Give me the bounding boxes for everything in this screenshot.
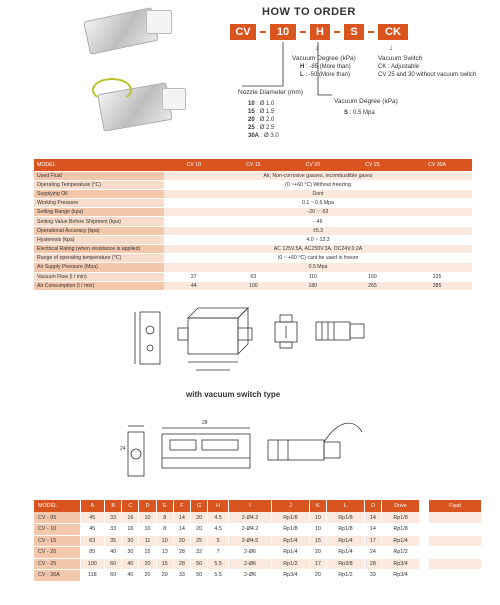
- dim-row: [34, 512, 420, 524]
- dim-cell: 16: [122, 512, 139, 524]
- spec-value: - 46: [164, 217, 472, 226]
- price-cell: [429, 524, 481, 536]
- dim-cell: Rp1/8: [272, 524, 310, 536]
- dim-cell: Rp1/4: [327, 535, 365, 547]
- dim-header: K: [309, 500, 326, 512]
- dim-cell: CV - 30A: [34, 570, 80, 582]
- arrow-down-icon: ↓: [389, 43, 393, 52]
- dim-cell: CV - 20: [34, 547, 80, 559]
- dim-cell: Rp3/8: [327, 558, 365, 570]
- spec-value: (0 ~+60 °C) Without freezing: [164, 180, 472, 189]
- dim-header: F: [173, 500, 190, 512]
- dim-cell: 45: [80, 512, 105, 524]
- flow-cv10: 27: [164, 272, 224, 281]
- price-cell: [429, 512, 481, 524]
- vacuum-switch-type-title: with vacuum switch type: [186, 390, 281, 399]
- dim-cell: 2-Ø4.2: [229, 524, 272, 536]
- dim-row: [34, 524, 420, 536]
- dim-cell: 11: [139, 535, 156, 547]
- dim-cell: Rp1/4: [272, 547, 310, 559]
- dim-cell: 20: [309, 547, 326, 559]
- vacuum-degree-mpa-heading: Vacuum Degree (kPa): [334, 98, 398, 105]
- spec-row: [34, 171, 472, 180]
- dim-cell: 8: [156, 524, 173, 536]
- order-code-dash: [368, 31, 374, 33]
- dim-row: [34, 570, 420, 582]
- dim-cell: 50: [191, 570, 208, 582]
- product-photo-switch-port: [162, 88, 186, 110]
- flow-cv30a: 225: [402, 272, 472, 281]
- dim-cell: Rp3/4: [272, 570, 310, 582]
- supply-s-value: : 0.5 Mpa: [349, 110, 375, 116]
- nozzle-value: : Ø 1.0: [256, 101, 275, 107]
- flow-cv25: 160: [343, 272, 403, 281]
- spec-row: [34, 199, 472, 208]
- dim-cell: 14: [364, 512, 381, 524]
- spec-value: -20 ~ -53: [164, 208, 472, 217]
- dim-cell: 33: [364, 570, 381, 582]
- dim-cell: 4.5: [208, 512, 229, 524]
- dim-cell: 14: [364, 524, 381, 536]
- vacuum-switch-block: [378, 55, 488, 79]
- supply-s-key: S: [344, 110, 349, 116]
- dim-cell: 33: [173, 570, 190, 582]
- vacuum-h-key: H: [300, 64, 305, 70]
- dim-row: [34, 547, 420, 559]
- flow-cv20: 110: [283, 272, 343, 281]
- dim-cell: 85: [80, 547, 105, 559]
- dim-cell: 15: [139, 547, 156, 559]
- spec-header-cv15: CV 15: [224, 159, 284, 171]
- dim-cell: CV - 15: [34, 535, 80, 547]
- dim-header-row: [34, 500, 420, 512]
- dim-cell: 35: [105, 535, 122, 547]
- order-code-vacuum-degree: H: [310, 24, 330, 40]
- dim-cell: 33: [105, 512, 122, 524]
- spec-row: [34, 245, 472, 254]
- spec-label: Setting Value Before Shipment (kpa): [34, 217, 164, 226]
- dim-cell: 20: [139, 558, 156, 570]
- spec-label: Setting Range (kpa): [34, 208, 164, 217]
- dim-cell: 20: [309, 570, 326, 582]
- dim-cell: 15: [156, 558, 173, 570]
- spec-value: 4.0 ~ 13.3: [164, 235, 472, 244]
- spec-header-cv25: CV 25: [343, 159, 403, 171]
- dim-cell: 2-Ø6: [229, 570, 272, 582]
- dim-cell: 20: [173, 535, 190, 547]
- specification-table: [34, 159, 472, 291]
- dim-cell: 2-Ø4.5: [229, 535, 272, 547]
- dim-cell: 10: [139, 512, 156, 524]
- spec-header-model: MODEL: [34, 159, 164, 171]
- dim-cell: 2-Ø4.2: [229, 512, 272, 524]
- dim-cell: CV - 05: [34, 512, 80, 524]
- vacuum-h-value: : -85 (More than): [306, 64, 351, 70]
- dim-cell: 28: [173, 558, 190, 570]
- nozzle-code: 10: [248, 101, 255, 107]
- dim-cell: 20: [156, 570, 173, 582]
- nozzle-diameter-block: [238, 89, 308, 140]
- dim-cell: 10: [309, 524, 326, 536]
- consumption-cv15: 100: [224, 281, 284, 290]
- spec-label: Used Fluid: [34, 171, 164, 180]
- product-photo-ejector-port: [146, 10, 172, 34]
- consumption-cv20: 180: [283, 281, 343, 290]
- dim-header: A: [80, 500, 105, 512]
- dim-cell: Rp1/8: [327, 524, 365, 536]
- dim-header: I: [229, 500, 272, 512]
- dim-cell: 17: [364, 535, 381, 547]
- spec-value: Air, Non-corrosive gasses, incombustible gases: [164, 171, 472, 180]
- ejector-body-view: [178, 308, 252, 370]
- dim-row: [34, 558, 420, 570]
- dim-cell: 28: [364, 558, 381, 570]
- dim-cell: Rp3/4: [382, 570, 420, 582]
- dim-header: B: [105, 500, 122, 512]
- dim-header: G: [191, 500, 208, 512]
- dim-header: O: [364, 500, 381, 512]
- dim-header: C: [122, 500, 139, 512]
- spec-value: 0.1 ~ 0.6 Mpa: [164, 199, 472, 208]
- dim-header: D: [139, 500, 156, 512]
- consumption-cv25: 265: [343, 281, 403, 290]
- consumption-cv30a: 385: [402, 281, 472, 290]
- order-code-supply: S: [344, 24, 364, 40]
- dim-cell: 40: [105, 547, 122, 559]
- dim-cell: Rp1/8: [382, 512, 420, 524]
- dim-cell: 5.5: [208, 558, 229, 570]
- dim-header: L: [327, 500, 365, 512]
- dim-cell: 15: [309, 535, 326, 547]
- spec-row: [34, 180, 472, 189]
- dim-cell: 30: [122, 547, 139, 559]
- spec-label: Working Pressure: [34, 199, 164, 208]
- dim-cell: 60: [105, 558, 122, 570]
- spec-row: [34, 208, 472, 217]
- price-cell: [429, 570, 481, 582]
- spec-header-cv20: CV 20: [283, 159, 343, 171]
- nozzle-code: 15: [248, 109, 255, 115]
- spec-row: [34, 263, 472, 272]
- dim-cell: Rp1/4: [272, 535, 310, 547]
- price-cell: [429, 547, 481, 559]
- dim-cell: 20: [139, 570, 156, 582]
- dim-cell: 20: [191, 524, 208, 536]
- order-code-switch: CK: [378, 24, 408, 40]
- ejector-side-view: [135, 312, 160, 364]
- product-photo-switch-wire: [92, 78, 132, 102]
- switch-body-view: [162, 428, 250, 468]
- dim-cell: Rp1/4: [327, 547, 365, 559]
- dim-cell: 63: [80, 535, 105, 547]
- dim-cell: 10: [156, 535, 173, 547]
- nozzle-code: 30A: [248, 133, 260, 139]
- order-code-dash: [260, 31, 266, 33]
- dim-cell: 33: [105, 524, 122, 536]
- order-code-dash: [300, 31, 306, 33]
- dim-cell: 8: [156, 512, 173, 524]
- dim-cell: 13: [156, 547, 173, 559]
- ejector-nozzle-view: [316, 322, 364, 340]
- vacuum-switch-ck: CK : Adjustable: [378, 64, 420, 70]
- dim-cell: Rp1/2: [327, 570, 365, 582]
- price-header: Fiyat: [429, 500, 481, 512]
- price-cell: [429, 558, 481, 570]
- dim-cell: Rp1/8: [382, 524, 420, 536]
- nozzle-value: : Ø 1.5: [256, 109, 275, 115]
- vacuum-degree-mpa-block: [334, 98, 414, 117]
- vacuum-switch-note: CV 25 and 30 without vacuum switch: [378, 72, 477, 78]
- vacuum-degree-kpa-heading: Vacuum Degree (kPa): [292, 55, 356, 62]
- dim-cell: 24: [364, 547, 381, 559]
- consumption-cv10: 44: [164, 281, 224, 290]
- spec-label: Range of operating temperature (°C): [34, 254, 164, 263]
- dim-header: H: [208, 500, 229, 512]
- dim-cell: 20: [122, 535, 139, 547]
- spec-row: [34, 235, 472, 244]
- spec-value: 0.5 Mpa: [164, 263, 472, 272]
- dim-header: Drive: [382, 500, 420, 512]
- vacuum-l-value: : -50 (More than): [305, 72, 351, 78]
- dim-cell: Rp1/4: [382, 535, 420, 547]
- dim-cell: 7: [208, 547, 229, 559]
- dim-cell: 5: [208, 535, 229, 547]
- dim-cell: CV - 10: [34, 524, 80, 536]
- dim-cell: 10: [309, 512, 326, 524]
- flow-cv15: 63: [224, 272, 284, 281]
- dim-cell: 14: [173, 524, 190, 536]
- spec-row: [34, 217, 472, 226]
- dim-cell: 4.5: [208, 524, 229, 536]
- how-to-order-title: HOW TO ORDER: [262, 6, 356, 18]
- nozzle-diameter-heading: Nozzle Diameter (mm): [238, 89, 304, 96]
- nozzle-value: : Ø 2.0: [256, 117, 275, 123]
- dim-cell: 28: [173, 547, 190, 559]
- dim-cell: 32: [191, 547, 208, 559]
- dim-cell: 118: [80, 570, 105, 582]
- spec-label: Supplying Oil: [34, 189, 164, 198]
- price-table: [429, 500, 481, 582]
- nozzle-value: : Ø 3.0: [260, 133, 279, 139]
- spec-label: Operating Temperature (°C): [34, 180, 164, 189]
- spec-label: Air Consumption (l / min): [34, 281, 164, 290]
- dim-cell: 20: [191, 512, 208, 524]
- nozzle-code: 20: [248, 117, 255, 123]
- dim-cell: Rp1/2: [272, 558, 310, 570]
- spec-row-flow: [34, 272, 472, 281]
- dim-cell: 2-Ø6: [229, 547, 272, 559]
- dim-cell: 100: [80, 558, 105, 570]
- dim-row: [34, 535, 420, 547]
- spec-value: ±5.3: [164, 226, 472, 235]
- spec-value: AC 125V.5A, AC250V.3A, DC24V.0.2A: [164, 245, 472, 254]
- spec-row: [34, 254, 472, 263]
- spec-value: Dont: [164, 189, 472, 198]
- dim-cell: Rp3/4: [382, 558, 420, 570]
- dim-cell: 5.5: [208, 570, 229, 582]
- dim-cell: 40: [122, 558, 139, 570]
- arrow-down-icon: ↓: [315, 43, 319, 52]
- dim-header: E: [156, 500, 173, 512]
- dim-cell: 50: [191, 558, 208, 570]
- order-code-dash: [334, 31, 340, 33]
- dim-cell: 17: [309, 558, 326, 570]
- spec-row-consumption: [34, 281, 472, 290]
- dim-cell: 2-Ø6: [229, 558, 272, 570]
- order-code-nozzle: 10: [270, 24, 296, 40]
- dim-cell: CV - 25: [34, 558, 80, 570]
- switch-width-label: 28: [202, 420, 208, 426]
- spec-label: Vacuum Flow (l / min): [34, 272, 164, 281]
- vacuum-l-key: L: [300, 72, 304, 78]
- dimension-table: [34, 500, 420, 582]
- switch-side-view: [128, 426, 144, 476]
- spec-value: (0 ~ +60 °C) cant be used in freeze: [164, 254, 472, 263]
- ejector-technical-drawing: [130, 300, 370, 380]
- dim-cell: 60: [105, 570, 122, 582]
- order-code-series: CV: [230, 24, 256, 40]
- dim-cell: Rp1/2: [382, 547, 420, 559]
- dim-cell: 25: [191, 535, 208, 547]
- spec-row: [34, 189, 472, 198]
- dim-header: J: [272, 500, 310, 512]
- ejector-silencer-view: [275, 315, 297, 348]
- spec-header-cv10: CV 10: [164, 159, 224, 171]
- price-cell: [429, 535, 481, 547]
- nozzle-code: 25: [248, 125, 255, 131]
- nozzle-value: : Ø 2.5: [256, 125, 275, 131]
- switch-module-view: [268, 423, 362, 460]
- dim-header: MODEL: [34, 500, 80, 512]
- spec-header-row: [34, 159, 472, 171]
- vacuum-switch-heading: Vacuum Switch: [378, 55, 423, 62]
- dim-cell: 45: [80, 524, 105, 536]
- spec-header-cv30a: CV 30A: [402, 159, 472, 171]
- dim-cell: 10: [139, 524, 156, 536]
- dim-cell: Rp1/8: [327, 512, 365, 524]
- spec-label: Air Supply Pressure (Mpa): [34, 263, 164, 272]
- spec-label: Operational Accuracy (kpa): [34, 226, 164, 235]
- spec-row: [34, 226, 472, 235]
- dim-cell: 40: [122, 570, 139, 582]
- switch-technical-drawing: [118, 410, 368, 486]
- spec-label: Electrical Rating (when resistance is applied): [34, 245, 164, 254]
- switch-dimension-label: 24: [120, 446, 126, 452]
- dim-cell: 14: [173, 512, 190, 524]
- spec-label: Hysteresis (kpa): [34, 235, 164, 244]
- dim-cell: Rp1/8: [272, 512, 310, 524]
- dim-cell: 16: [122, 524, 139, 536]
